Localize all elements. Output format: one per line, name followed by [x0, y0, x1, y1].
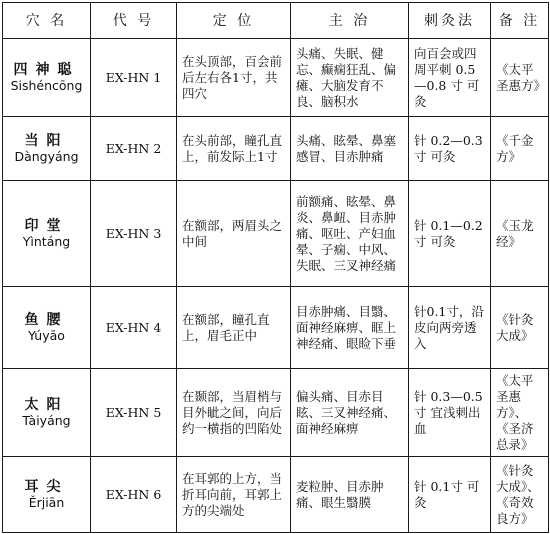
point-code: EX-HN 2 [91, 117, 177, 181]
point-code: EX-HN 6 [91, 457, 177, 533]
point-pinyin: Yúyāo [28, 327, 65, 343]
point-code: EX-HN 5 [91, 369, 177, 457]
header-method: 刺灸法 [409, 3, 491, 39]
table-row [3, 117, 549, 181]
header-name: 穴 名 [3, 3, 91, 39]
point-method: 针 0.1寸 可灸 [409, 457, 491, 533]
table-row [3, 287, 549, 369]
header-row [3, 3, 549, 39]
point-method: 针 0.3—0.5 寸 宜浅刺出血 [409, 369, 491, 457]
point-indications: 偏头痛、目赤目眩、三叉神经痛、面神经麻痹 [291, 369, 409, 457]
point-location: 在耳郭的上方，当折耳向前，耳郭上方的尖端处 [177, 457, 291, 533]
point-note: 《太平圣惠方》、《圣济总录》 [491, 369, 549, 457]
point-name-cell [3, 457, 91, 533]
point-note: 《玉龙经》 [491, 181, 549, 287]
point-note: 《针灸大成》、《奇效良方》 [491, 457, 549, 533]
acupoint-table [2, 2, 549, 533]
point-name-cell [3, 369, 91, 457]
point-name: 耳尖 [24, 478, 69, 495]
point-pinyin: Ěrjiān [28, 494, 65, 510]
point-name-cell [3, 39, 91, 117]
point-indications: 麦粒肿、目赤肿痛、眼生翳膜 [291, 457, 409, 533]
point-method: 向百会或四周平刺 0.5—0.8 寸 可灸 [409, 39, 491, 117]
point-name: 印堂 [24, 217, 69, 234]
point-pinyin: Tàiyáng [22, 412, 71, 428]
point-note: 《太平圣惠方》 [491, 39, 549, 117]
point-indications: 头痛、眩晕、鼻塞感冒、目赤肿痛 [291, 117, 409, 181]
point-name-cell [3, 287, 91, 369]
point-location: 在颞部，当眉梢与目外眦之间，向后约一横指的凹陷处 [177, 369, 291, 457]
point-name-cell [3, 181, 91, 287]
point-pinyin: Yìntáng [22, 233, 71, 249]
point-note: 《千金方》 [491, 117, 549, 181]
point-code: EX-HN 1 [91, 39, 177, 117]
point-name-cell [3, 117, 91, 181]
point-location: 在额部，瞳孔直上，眉毛正中 [177, 287, 291, 369]
point-method: 针 0.1—0.2 寸 可灸 [409, 181, 491, 287]
point-pinyin: Dàngyáng [14, 148, 79, 164]
point-code: EX-HN 4 [91, 287, 177, 369]
point-note: 《针灸大成》 [491, 287, 549, 369]
point-location: 在额部，两眉头之中间 [177, 181, 291, 287]
point-location: 在头前部，瞳孔直上，前发际上1寸 [177, 117, 291, 181]
point-name: 当阳 [24, 132, 69, 149]
point-name: 鱼腰 [24, 311, 69, 328]
header-indications: 主 治 [291, 3, 409, 39]
point-method: 针 0.2—0.3 寸 可灸 [409, 117, 491, 181]
table-row [3, 39, 549, 117]
point-indications: 前额痛、眩晕、鼻炎、鼻衄、目赤肿痛、呕吐、产妇血晕、子痫、中风、失眠、三叉神经痛 [291, 181, 409, 287]
header-note: 备 注 [491, 3, 549, 39]
header-code: 代 号 [91, 3, 177, 39]
point-indications: 头痛、失眠、健忘、癫痫狂乱、偏瘫、大脑发育不良、脑积水 [291, 39, 409, 117]
header-location: 定 位 [177, 3, 291, 39]
table-row [3, 181, 549, 287]
table-row [3, 457, 549, 533]
point-name: 四神聪 [13, 61, 80, 78]
point-location: 在头顶部，百会前后左右各1寸，共四穴 [177, 39, 291, 117]
point-indications: 目赤肿痛、目翳、面神经麻痹、眶上神经痛、眼睑下垂 [291, 287, 409, 369]
table-row [3, 369, 549, 457]
point-pinyin: Sishéncōng [10, 77, 83, 93]
point-code: EX-HN 3 [91, 181, 177, 287]
point-name: 太阳 [24, 396, 69, 413]
point-method: 针0.1寸，沿皮向两旁透入 [409, 287, 491, 369]
